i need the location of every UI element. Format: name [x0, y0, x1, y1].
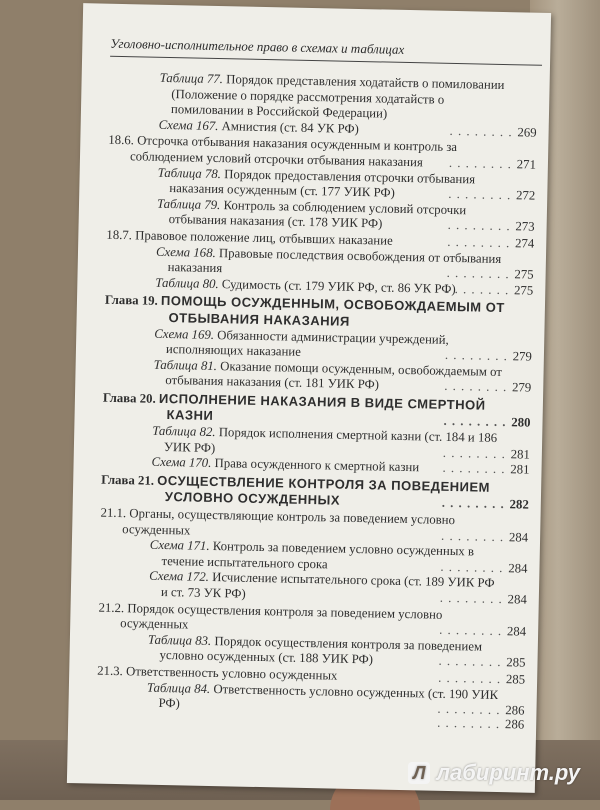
page-number: . . . 284 [507, 592, 527, 608]
entry-label: Схема 170. [151, 454, 212, 471]
page-number: . . . 271 [517, 157, 537, 173]
page-number: . . . 269 [517, 125, 537, 141]
watermark-text: лабиринт.ру [436, 760, 580, 785]
entry-label: 21.1. [100, 505, 127, 521]
entry-label: Таблица 81. [153, 357, 218, 373]
page-number: . . . 284 [509, 530, 529, 546]
entry-text: Отсрочка отбывания наказания осужденным и контроль за соблюдением условий отсрочки отбывания наказания [129, 133, 458, 170]
entry-label: Таблица 84. [146, 680, 211, 696]
page-number: . . . 282 [509, 498, 529, 514]
entry-label: 18.7. [106, 227, 133, 243]
page-number: . . . 284 [507, 624, 527, 640]
page-number: . . . 286 [505, 703, 525, 719]
page-number: . . . 280 [511, 416, 531, 432]
entry-label: Схема 172. [149, 569, 210, 585]
page-number: . . . 279 [513, 349, 533, 365]
entry-text: Контроль за соблюдением условий отсрочки отбывания наказания (ст. 178 УИК РФ) [168, 197, 467, 231]
page-number: . . . 284 [508, 561, 528, 577]
entry-text: Органы, осуществляющие контроль за поведением условно осужденных [122, 506, 456, 538]
entry-text: Порядок осуществления контроля за поведением условно осужденных [120, 600, 443, 632]
entry-text: Порядок осуществления контроля за поведением условно осужденных (ст. 188 УИК РФ) [159, 633, 483, 667]
entry-label: 21.3. [97, 663, 123, 679]
toc-trailing-page [96, 717, 525, 733]
entry-text: Судимость (ст. 179 УИК РФ, ст. 86 УК РФ) [221, 276, 456, 296]
entry-label: Таблица 78. [157, 165, 222, 181]
entry-label: 18.6. [108, 133, 135, 148]
page-number: . . . 285 [506, 672, 526, 688]
entry-label: Схема 167. [158, 117, 219, 133]
entry-text: Порядок исполнения смертной казни (ст. 184 и 186 УИК РФ) [163, 425, 498, 455]
watermark-logo [408, 760, 580, 786]
entry-text: Права осужденного к смертной казни [214, 456, 420, 475]
entry-text: Ответственность условно осужденных [125, 664, 338, 683]
entry-text: Амнистия (ст. 84 УК РФ) [221, 118, 360, 136]
entry-text: ИСПОЛНЕНИЕ НАКАЗАНИЯ В ВИДЕ СМЕРТНОЙ КАЗНИ [158, 390, 486, 424]
entry-text: Ответственность условно осужденных (ст. 190 УИК РФ) [158, 681, 499, 711]
page-number: . . . 272 [516, 188, 536, 204]
entry-text: Обязанности администрации учреждений, исполняющих наказание [165, 327, 449, 359]
page-number: . . . 281 [510, 462, 530, 478]
page-number: . . . 275 [514, 283, 534, 299]
entry-text: Правовые последствия освобождения от отбывания наказания [167, 245, 502, 276]
table-of-contents [96, 70, 538, 734]
page-number: . . . 275 [514, 267, 534, 283]
entry-label: Таблица 82. [152, 423, 216, 440]
page-number: . . . 274 [515, 236, 535, 252]
entry-label: Схема 171. [149, 537, 210, 554]
entry-label: Таблица 77. [159, 70, 224, 87]
page-number: . . . 281 [510, 447, 530, 463]
entry-label: 21.2. [98, 600, 125, 615]
entry-label: Глава 19. [104, 293, 158, 309]
book-page [67, 3, 551, 793]
entry-label: Схема 168. [155, 244, 216, 260]
page-number: . . . 286 [505, 717, 525, 733]
entry-text: Оказание помощи осужденным, освобождаемым от отбывания наказания (ст. 181 УИК РФ) [165, 358, 503, 392]
page-number: . . . 273 [515, 220, 535, 236]
entry-text: Порядок предоставления отсрочки отбывания наказания осужденным (ст. 177 УИК РФ) [169, 166, 476, 200]
page-number: . . . 285 [506, 656, 526, 672]
running-header: Уголовно-исполнительное право в схемах и таблицах [110, 36, 542, 66]
entry-text: Контроль за поведением условно осужденных в течение испытательного срока [161, 539, 475, 572]
entry-label: Глава 21. [101, 472, 155, 488]
entry-label: Глава 20. [102, 390, 156, 406]
entry-text: Порядок представления ходатайств о помиловании (Положение о порядке рассмотрения ходатайств о помиловании в Российской Федерации) [170, 72, 505, 121]
entry-text: ПОМОЩЬ ОСУЖДЕННЫМ, ОСВОБОЖДАЕМЫМ ОТ ОТБЫВАНИЯ НАКАЗАНИЯ [160, 293, 505, 329]
entry-label: Схема 169. [154, 326, 215, 342]
page-number: . . . 279 [512, 381, 532, 397]
entry-label: Таблица 79. [156, 196, 221, 212]
labirint-logo-icon: Л [408, 762, 430, 784]
entry-text: Правовое положение лиц, отбывших наказание [135, 228, 393, 248]
entry-label: Таблица 80. [155, 275, 219, 291]
entry-text: Исчисление испытательного срока (ст. 189 УИК РФ и ст. 73 УК РФ) [160, 570, 495, 601]
entry-label: Таблица 83. [147, 632, 212, 648]
entry-text: ОСУЩЕСТВЛЕНИЕ КОНТРОЛЯ ЗА ПОВЕДЕНИЕМ УСЛОВНО ОСУЖДЕННЫХ [157, 472, 491, 509]
